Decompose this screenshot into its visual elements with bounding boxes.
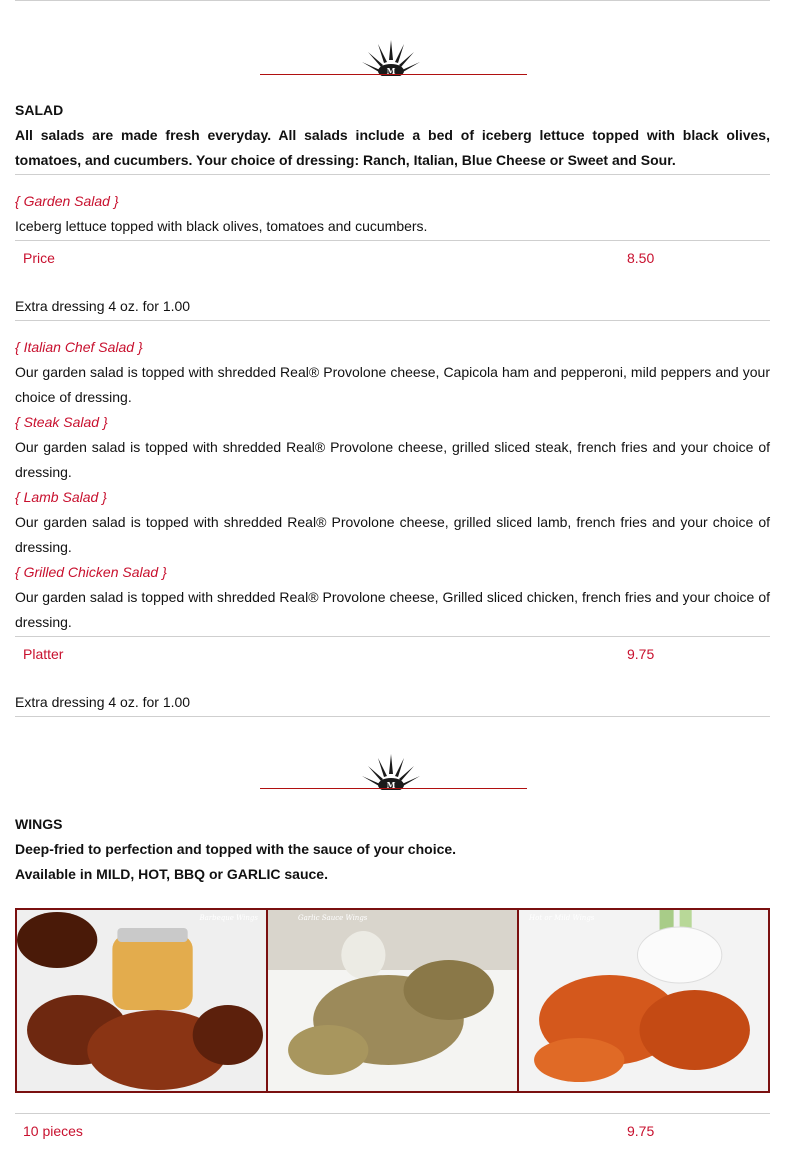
grilled-chicken-salad-description: Our garden salad is topped with shredded Real® Provolone cheese, Grilled sliced chicken, french fries and your choice of dressing. [15, 589, 770, 630]
price-value: 8.50 [627, 250, 655, 266]
extra-dressing-note: Extra dressing 4 oz. for 1.00 [15, 298, 191, 314]
section-divider [15, 174, 770, 175]
garden-salad-name: { Garden Salad } [15, 193, 119, 209]
photo-caption: Hot or Mild Wings [529, 914, 595, 922]
italian-chef-salad-description: Our garden salad is topped with shredded Real® Provolone cheese, Capicola ham and pepperoni, mild peppers and your choice of dressing. [15, 364, 770, 405]
logo-divider [260, 752, 527, 792]
lamb-salad-description: Our garden salad is topped with shredded Real® Provolone cheese, grilled sliced lamb, french fries and your choice of dressing. [15, 514, 770, 555]
svg-text:M: M [386, 780, 396, 790]
wings-price-label: 10 pieces [23, 1123, 83, 1139]
extra-dressing-note: Extra dressing 4 oz. for 1.00 [15, 694, 191, 710]
section-divider [15, 716, 770, 717]
hot-wings-photo [519, 910, 768, 1091]
photo-caption: Garlic Sauce Wings [298, 914, 368, 922]
italian-chef-salad-name: { Italian Chef Salad } [15, 339, 143, 355]
salad-title: SALAD [15, 102, 64, 118]
section-divider [15, 320, 770, 321]
wings-description: Deep-fried to perfection and topped with the sauce of your choice. [15, 841, 457, 857]
hot-wings-image [519, 910, 768, 1091]
lamb-salad-name: { Lamb Salad } [15, 489, 107, 505]
wings-price: 9.75 [627, 1123, 655, 1139]
svg-text:M: M [386, 66, 396, 76]
photo-caption: Barbeque Wings [199, 914, 258, 922]
garlic-wings-photo [268, 910, 517, 1091]
steak-salad-description: Our garden salad is topped with shredded Real® Provolone cheese, grilled sliced steak, french fries and your choice of dressing. [15, 439, 770, 480]
platter-price: 9.75 [627, 646, 655, 662]
bbq-wings-photo [17, 910, 266, 1091]
bbq-wings-image [17, 910, 266, 1091]
platter-label: Platter [23, 646, 64, 662]
sunburst-logo-icon [356, 752, 426, 790]
garden-salad-description: Iceberg lettuce topped with black olives, tomatoes and cucumbers. [15, 218, 428, 234]
wings-photo-strip [15, 908, 770, 1093]
salad-description: All salads are made fresh everyday. All salads include a bed of iceberg lettuce topped with black olives, tomatoes, and cucumbers. Your choice of dressing: Ranch, Italian, Blue Cheese or Sweet and Sour. [15, 127, 770, 168]
sunburst-logo-icon [356, 38, 426, 76]
garlic-wings-image [268, 910, 517, 1091]
price-label: Price [23, 250, 55, 266]
wings-sauce-options: Available in MILD, HOT, BBQ or GARLIC sauce. [15, 866, 328, 882]
garden-price-row [15, 240, 770, 276]
top-divider [15, 0, 770, 1]
wings-title: WINGS [15, 816, 63, 832]
logo-divider [260, 38, 527, 78]
platter-price-row [15, 636, 770, 672]
grilled-chicken-salad-name: { Grilled Chicken Salad } [15, 564, 167, 580]
steak-salad-name: { Steak Salad } [15, 414, 108, 430]
